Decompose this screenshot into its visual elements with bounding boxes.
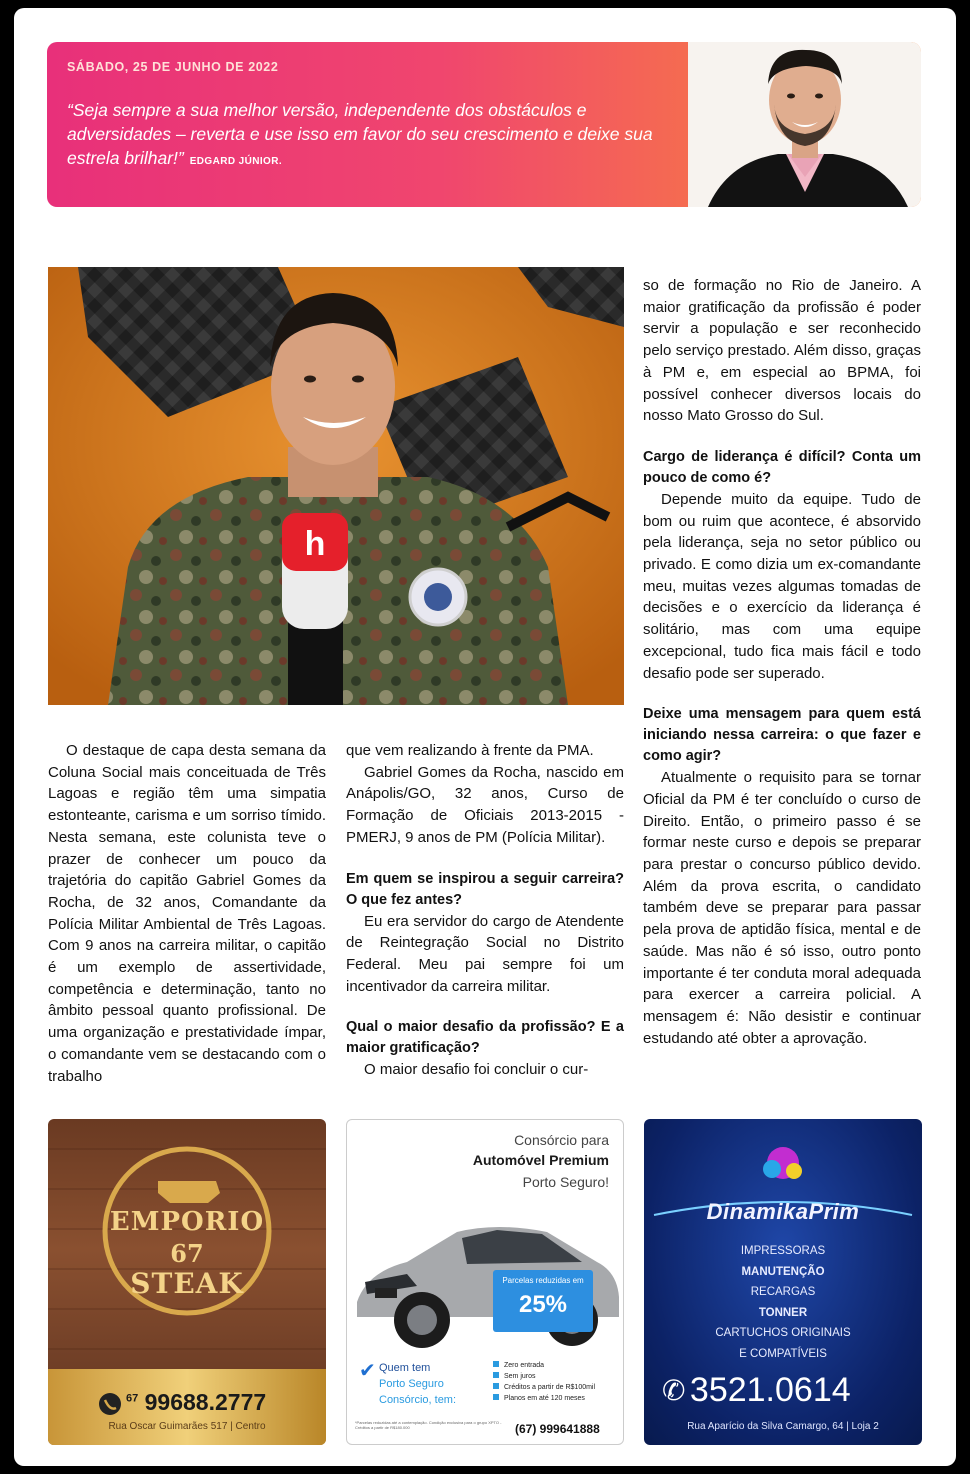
bullet-icon [493, 1383, 499, 1389]
article-paragraph: Gabriel Gomes da Rocha, nascido em Anápolis/GO, 32 anos, Curso de Formação de Oficiais 2013-2015 - PMERJ, 9 anos de PM (Polícia Militar). [346, 763, 624, 846]
dinamikaprim-ad[interactable] [644, 1119, 922, 1445]
dinamikaprim-address: Rua Aparício da Silva Camargo, 64 | Loja 2 [687, 1421, 879, 1432]
benefit-text: Sem juros [504, 1373, 536, 1380]
header-banner [47, 42, 921, 207]
consorcio-fine-print: *Parcelas reduzidas até a contemplação. Condição exclusiva para o grupo XPTO - Créditos a partir de R$180.000 [355, 1420, 502, 1430]
emporio-logo-line3: STEAK [130, 1267, 244, 1300]
article-column-2 [346, 740, 624, 1081]
bullet-icon [493, 1394, 499, 1400]
emporio-ddd: 67 [126, 1392, 139, 1405]
paragraph-gap [346, 997, 624, 1017]
service-item: CARTUCHOS ORIGINAIS [715, 1327, 851, 1339]
dinamikaprim-phone[interactable] [662, 1371, 851, 1410]
article-column-3 [643, 275, 921, 1049]
benefit-item [493, 1360, 595, 1371]
consorcio-phone[interactable]: (67) 999641888 [515, 1422, 600, 1436]
paragraph-gap [643, 427, 921, 447]
consorcio-benefits [493, 1360, 595, 1404]
emporio-logo-line1: EMPORIO [109, 1207, 265, 1237]
emporio-address: Rua Oscar Guimarães 517 | Centro [108, 1421, 266, 1432]
quem-tem-3: Consórcio, tem: [379, 1394, 457, 1406]
paragraph-gap [346, 849, 624, 869]
consorcio-title-2: Automóvel Premium [472, 1152, 609, 1168]
article-column-1 [48, 740, 326, 1087]
article-paragraph: O destaque de capa desta semana da Coluna Social mais conceituada de Três Lagoas e região têm uma simpatia estonteante, carisma e um sorriso tímido. Nesta semana, este colunista teve o prazer de conhecer um pouco da trajetória do capitão Gabriel Gomes da Rocha, de 32 anos, Comandante da Polícia Militar Ambiental de Três Lagoas. Com 9 anos na carreira militar, o capitão é um exemplo de assertividade, competência e determinação, tanto no âmbito pessoal quanto profissional. De uma organização e prestatividade ímpar, o comandante vem se destacando com o trabalho [48, 742, 326, 1085]
discount-label: Parcelas reduzidas em [502, 1276, 584, 1285]
benefit-text: Planos em até 120 meses [504, 1395, 585, 1402]
dinamikaprim-brand: DinamikaPrim [706, 1199, 860, 1224]
columnist-photo [688, 42, 921, 207]
article-paragraph: Depende muito da equipe. Tudo de bom ou ruim que acontece, é absorvido pela liderança, seja no setor público ou privado. E como dizia um ex-comandante meu, muitas vezes algumas tomadas de decisões e o exercício da liderança é solitário, mas com uma equipe excepcional, tudo fica mais fácil e todo desafio pode ser superado. [643, 490, 921, 682]
interview-question: Em quem se inspirou a seguir carreira? O que fez antes? [346, 870, 624, 908]
quem-tem-2: Porto Seguro [379, 1378, 444, 1390]
emporio-steak-ad[interactable] [48, 1119, 326, 1445]
paragraph-gap [643, 684, 921, 704]
quote-text: “Seja sempre a sua melhor versão, independente dos obstáculos e adversidades – reverta e use isso em favor do seu crescimento e deixe sua estrela brilhar!” [67, 100, 653, 168]
benefit-text: Créditos a partir de R$100mil [504, 1384, 596, 1391]
bullet-icon [493, 1372, 499, 1378]
bullet-icon [493, 1361, 499, 1367]
emporio-phone[interactable] [126, 1389, 266, 1416]
captain-photo [48, 267, 624, 705]
consorcio-title-3: Porto Seguro! [522, 1174, 609, 1190]
service-item: E COMPATÍVEIS [739, 1347, 827, 1360]
interview-question: Deixe uma mensagem para quem está iniciando nessa carreira: o que fazer e como agir? [643, 706, 921, 765]
discount-value: 25% [518, 1291, 568, 1318]
service-item: TONNER [758, 1306, 808, 1319]
quem-tem-1: Quem tem [379, 1362, 431, 1374]
consorcio-title-1: Consórcio para [514, 1132, 609, 1148]
mic-logo: h [304, 525, 326, 563]
checkmark-icon: ✔ [359, 1360, 376, 1382]
dinamikaprim-phone-number: 3521.0614 [689, 1371, 851, 1409]
article-paragraph: so de formação no Rio de Janeiro. A maior gratificação da profissão é poder servir a população e ser reconhecido pelo serviço prestado. Além disso, graças à PM e, em especial ao BPMA, foi possível conhecer diversos locais do nosso Mato Grosso do Sul. [643, 277, 921, 425]
magazine-page [14, 8, 956, 1466]
discount-badge [493, 1270, 593, 1332]
quote-author: EDGARD JÚNIOR. [189, 156, 282, 167]
interview-question: Qual o maior desafio da profissão? E a maior gratificação? [346, 1019, 624, 1057]
article-paragraph: Atualmente o requisito para se tornar Oficial da PM é ter concluído o curso de Direito. Então, o primeiro passo é se formar neste curso e depois se preparar para prestar o concurso público devido. Além da prova escrita, o candidato também deve se preparar para passar pela prova de aptidão física, mental e de saúde. Mas não é só isso, outro ponto importante é ter conduta moral adequada para exercer a carreira policial. A mensagem é: Não desistir e continuar estudando até obter a aprovação. [643, 769, 921, 1047]
article-paragraph: que vem realizando à frente da PMA. [346, 742, 594, 759]
emporio-logo-line2: 67 [170, 1239, 204, 1268]
columnist-quote [67, 98, 667, 174]
article-paragraph: Eu era servidor do cargo de Atendente de Reintegração Social no Distrito Federal. Meu pai sempre foi um incentivador da carreira militar. [346, 912, 624, 995]
dinamikaprim-services [644, 1241, 922, 1364]
phone-icon: ✆ [662, 1375, 686, 1406]
porto-seguro-consorcio-ad[interactable] [346, 1119, 624, 1445]
service-item: MANUTENÇÃO [741, 1265, 825, 1278]
emporio-phone-number: 99688.2777 [144, 1389, 267, 1415]
benefit-text: Zero entrada [504, 1362, 545, 1369]
issue-date: SÁBADO, 25 DE JUNHO DE 2022 [67, 60, 279, 74]
benefit-item [493, 1371, 595, 1382]
benefit-item [493, 1393, 595, 1404]
service-item: IMPRESSORAS [740, 1245, 826, 1257]
service-item: RECARGAS [750, 1286, 816, 1298]
article-paragraph: O maior desafio foi concluir o cur- [364, 1061, 589, 1079]
interview-question: Cargo de liderança é difícil? Conta um pouco de como é? [643, 448, 921, 486]
benefit-item [493, 1382, 595, 1393]
